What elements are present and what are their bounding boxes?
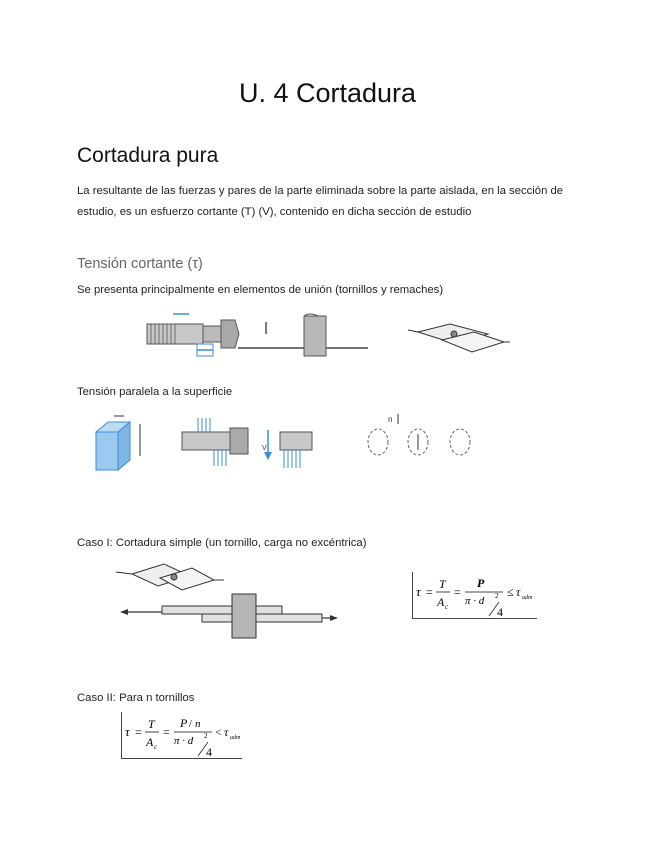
formula1-pi-d: π · d [465,595,485,607]
elements-label: Se presenta principalmente en elementos de unión (tornillos y remaches) [77,284,444,296]
section-heading: Cortadura pura [77,144,219,167]
formula2-pi-d: π · d [174,735,194,747]
formula2-slash: / [189,719,192,730]
formula1-adm: adm [522,595,533,601]
formula1-A: A [437,595,445,609]
formula1-P: P [477,576,485,590]
formula2-n: n [195,718,201,730]
case1-label: Caso I: Cortadura simple (un tornillo, carga no excéntrica) [77,537,367,549]
stress-circles-figure [360,410,475,470]
formula2-c: c [154,743,158,751]
formula1-eq1: = [426,585,433,599]
formula1-T: T [439,577,446,591]
formula1-c: c [445,603,449,611]
page-title: U. 4 Cortadura [238,78,417,108]
cube-shear-figure [90,410,150,472]
section-cut-figure [260,420,320,470]
intro-paragraph: La resultante de las fuerzas y pares de la parte eliminada sobre la parte aislada, en la sección de estudio, es un esfuerzo cortante (T) (V), contenido en dicha sección de estudio [77,185,564,218]
bolt-figure [145,310,240,358]
subheading-tension-cortante: Tensión cortante (τ) [77,256,203,272]
bolt-shear-blue-figure [178,418,253,468]
formula2-four: 4 [206,745,212,759]
formula-single-shear [412,572,537,619]
formula2-sq: 2 [204,732,208,740]
formula2-tau-adm: τ [224,725,229,739]
formula1-sq: 2 [495,592,499,600]
fig-label-V: V [262,445,267,452]
formula-n-bolts [121,712,242,759]
formula1-tau-adm: τ [516,585,521,599]
formula1-tau: τ [416,584,421,599]
formula1-eq2: = [454,585,461,599]
formula2-lt: < [215,725,222,739]
single-shear-joint-figure [112,562,342,647]
lap-joint-figure [408,320,510,355]
formula1-four: 4 [497,605,503,619]
formula2-eq2: = [163,725,170,739]
formula2-P: P [180,716,188,730]
fig-label-n: n [388,415,393,424]
case2-label: Caso II: Para n tornillos [77,692,195,704]
formula2-eq1: = [135,725,142,739]
formula2-adm: adm [230,735,241,741]
formula1-le: ≤ [507,585,514,599]
parallel-surface-label: Tensión paralela a la superficie [77,386,233,398]
formula2-tau: τ [125,724,130,739]
formula2-A: A [146,735,154,749]
shear-section-figure [238,312,368,357]
formula2-T: T [148,717,155,731]
